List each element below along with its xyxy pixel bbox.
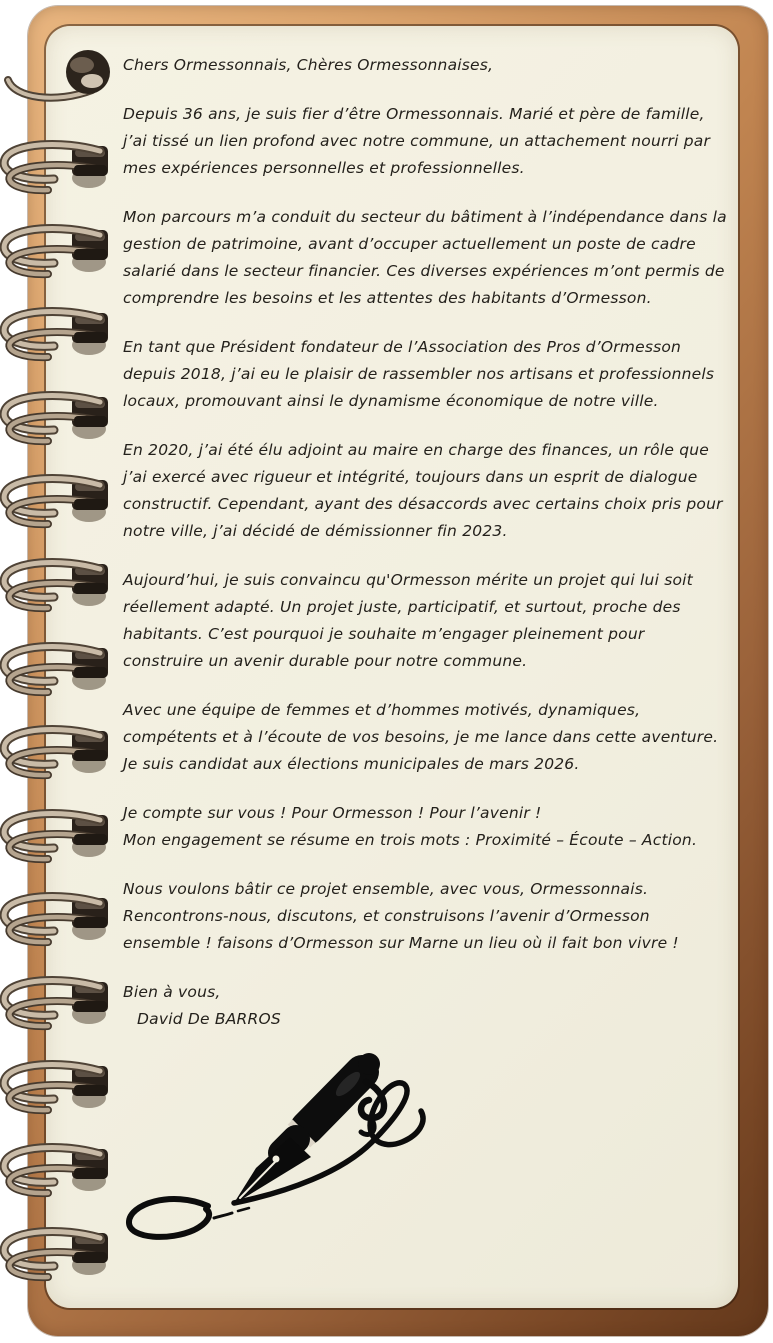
letter-line: Nous voulons bâtir ce projet ensemble, avec vous, Ormessonnais. Rencontrons-nous, discutons, et construisons l’avenir d’Ormesson ensemble ! faisons d’Ormesson sur Marne un lieu où il fait bon vivre ! [123, 880, 679, 952]
letter-line: Je compte sur vous ! Pour Ormesson ! Pour l’avenir ! [123, 804, 542, 822]
letter-paragraph [123, 204, 729, 312]
spiral-end-knob-icon [0, 46, 116, 106]
letter-paragraph [123, 697, 729, 778]
spiral-coil-icon [0, 138, 116, 196]
letter-paragraph [123, 334, 729, 415]
spiral-coil-icon [0, 1225, 116, 1283]
spiral-coil-icon [0, 556, 116, 614]
letter-valediction: Bien à vous, [123, 983, 221, 1001]
spiral-binding [0, 46, 120, 1296]
letter-line: Avec une équipe de femmes et d’hommes motivés, dynamiques, compétents et à l’écoute de vos besoins, je me lance dans cette aventure. Je suis candidat aux élections municipales de mars 2026. [123, 701, 719, 773]
spiral-coil-icon [0, 305, 116, 363]
letter-closing [123, 979, 729, 1033]
letter-paragraph [123, 876, 729, 957]
spiral-coil-icon [0, 472, 116, 530]
spiral-coil-icon [0, 1058, 116, 1116]
spiral-coil-icon [0, 1141, 116, 1199]
spiral-coil-icon [0, 389, 116, 447]
spiral-coil-icon [0, 723, 116, 781]
letter-salutation: Chers Ormessonnais, Chères Ormessonnaises, [123, 56, 494, 74]
spiral-coil-icon [0, 222, 116, 280]
letter-paragraph [123, 437, 729, 545]
letter-paragraph [123, 567, 729, 675]
letter-line: Mon engagement se résume en trois mots : Proximité – Écoute – Action. [123, 831, 698, 849]
signature-name: David De BARROS [137, 1010, 281, 1028]
letter-paragraph [123, 800, 729, 854]
spiral-coil-icon [0, 890, 116, 948]
letter-line: Depuis 36 ans, je suis fier d’être Ormessonnais. Marié et père de famille, j’ai tissé un lien profond avec notre commune, un attachement nourri par mes expériences personnelles et professionnelles. [123, 105, 711, 177]
letter-paragraphs [123, 101, 729, 957]
letter-line: En 2020, j’ai été élu adjoint au maire en charge des finances, un rôle que j’ai exercé avec rigueur et intégrité, toujours dans un esprit de dialogue constructif. Cependant, ayant des désaccords avec certains choix pris pour notre ville, j’ai décidé de démissionner fin 2023. [123, 441, 723, 540]
spiral-coil-icon [0, 974, 116, 1032]
letter-line: Aujourd’hui, je suis convaincu qu'Ormesson mérite un projet qui lui soit réellement adapté. Un projet juste, participatif, et surtout, proche des habitants. C’est pourquoi je souhaite m’engager pleinement pour construire un avenir durable pour notre commune. [123, 571, 693, 670]
letter-paragraph [123, 101, 729, 182]
spiral-coil-icon [0, 807, 116, 865]
spiral-coil-icon [0, 640, 116, 698]
letter-content [123, 52, 729, 1033]
letter-line: Mon parcours m’a conduit du secteur du bâtiment à l’indépendance dans la gestion de patrimoine, avant d’occuper actuellement un poste de cadre salarié dans le secteur financier. Ces diverses expériences m’ont permis de comprendre les besoins et les attentes des habitants d’Ormesson. [123, 208, 727, 307]
fountain-pen-signature-icon [120, 1040, 470, 1270]
letter-line: En tant que Président fondateur de l’Association des Pros d’Ormesson depuis 2018, j’ai eu le plaisir de rassembler nos artisans et professionnels locaux, promouvant ainsi le dynamisme économique de notre ville. [123, 338, 715, 410]
